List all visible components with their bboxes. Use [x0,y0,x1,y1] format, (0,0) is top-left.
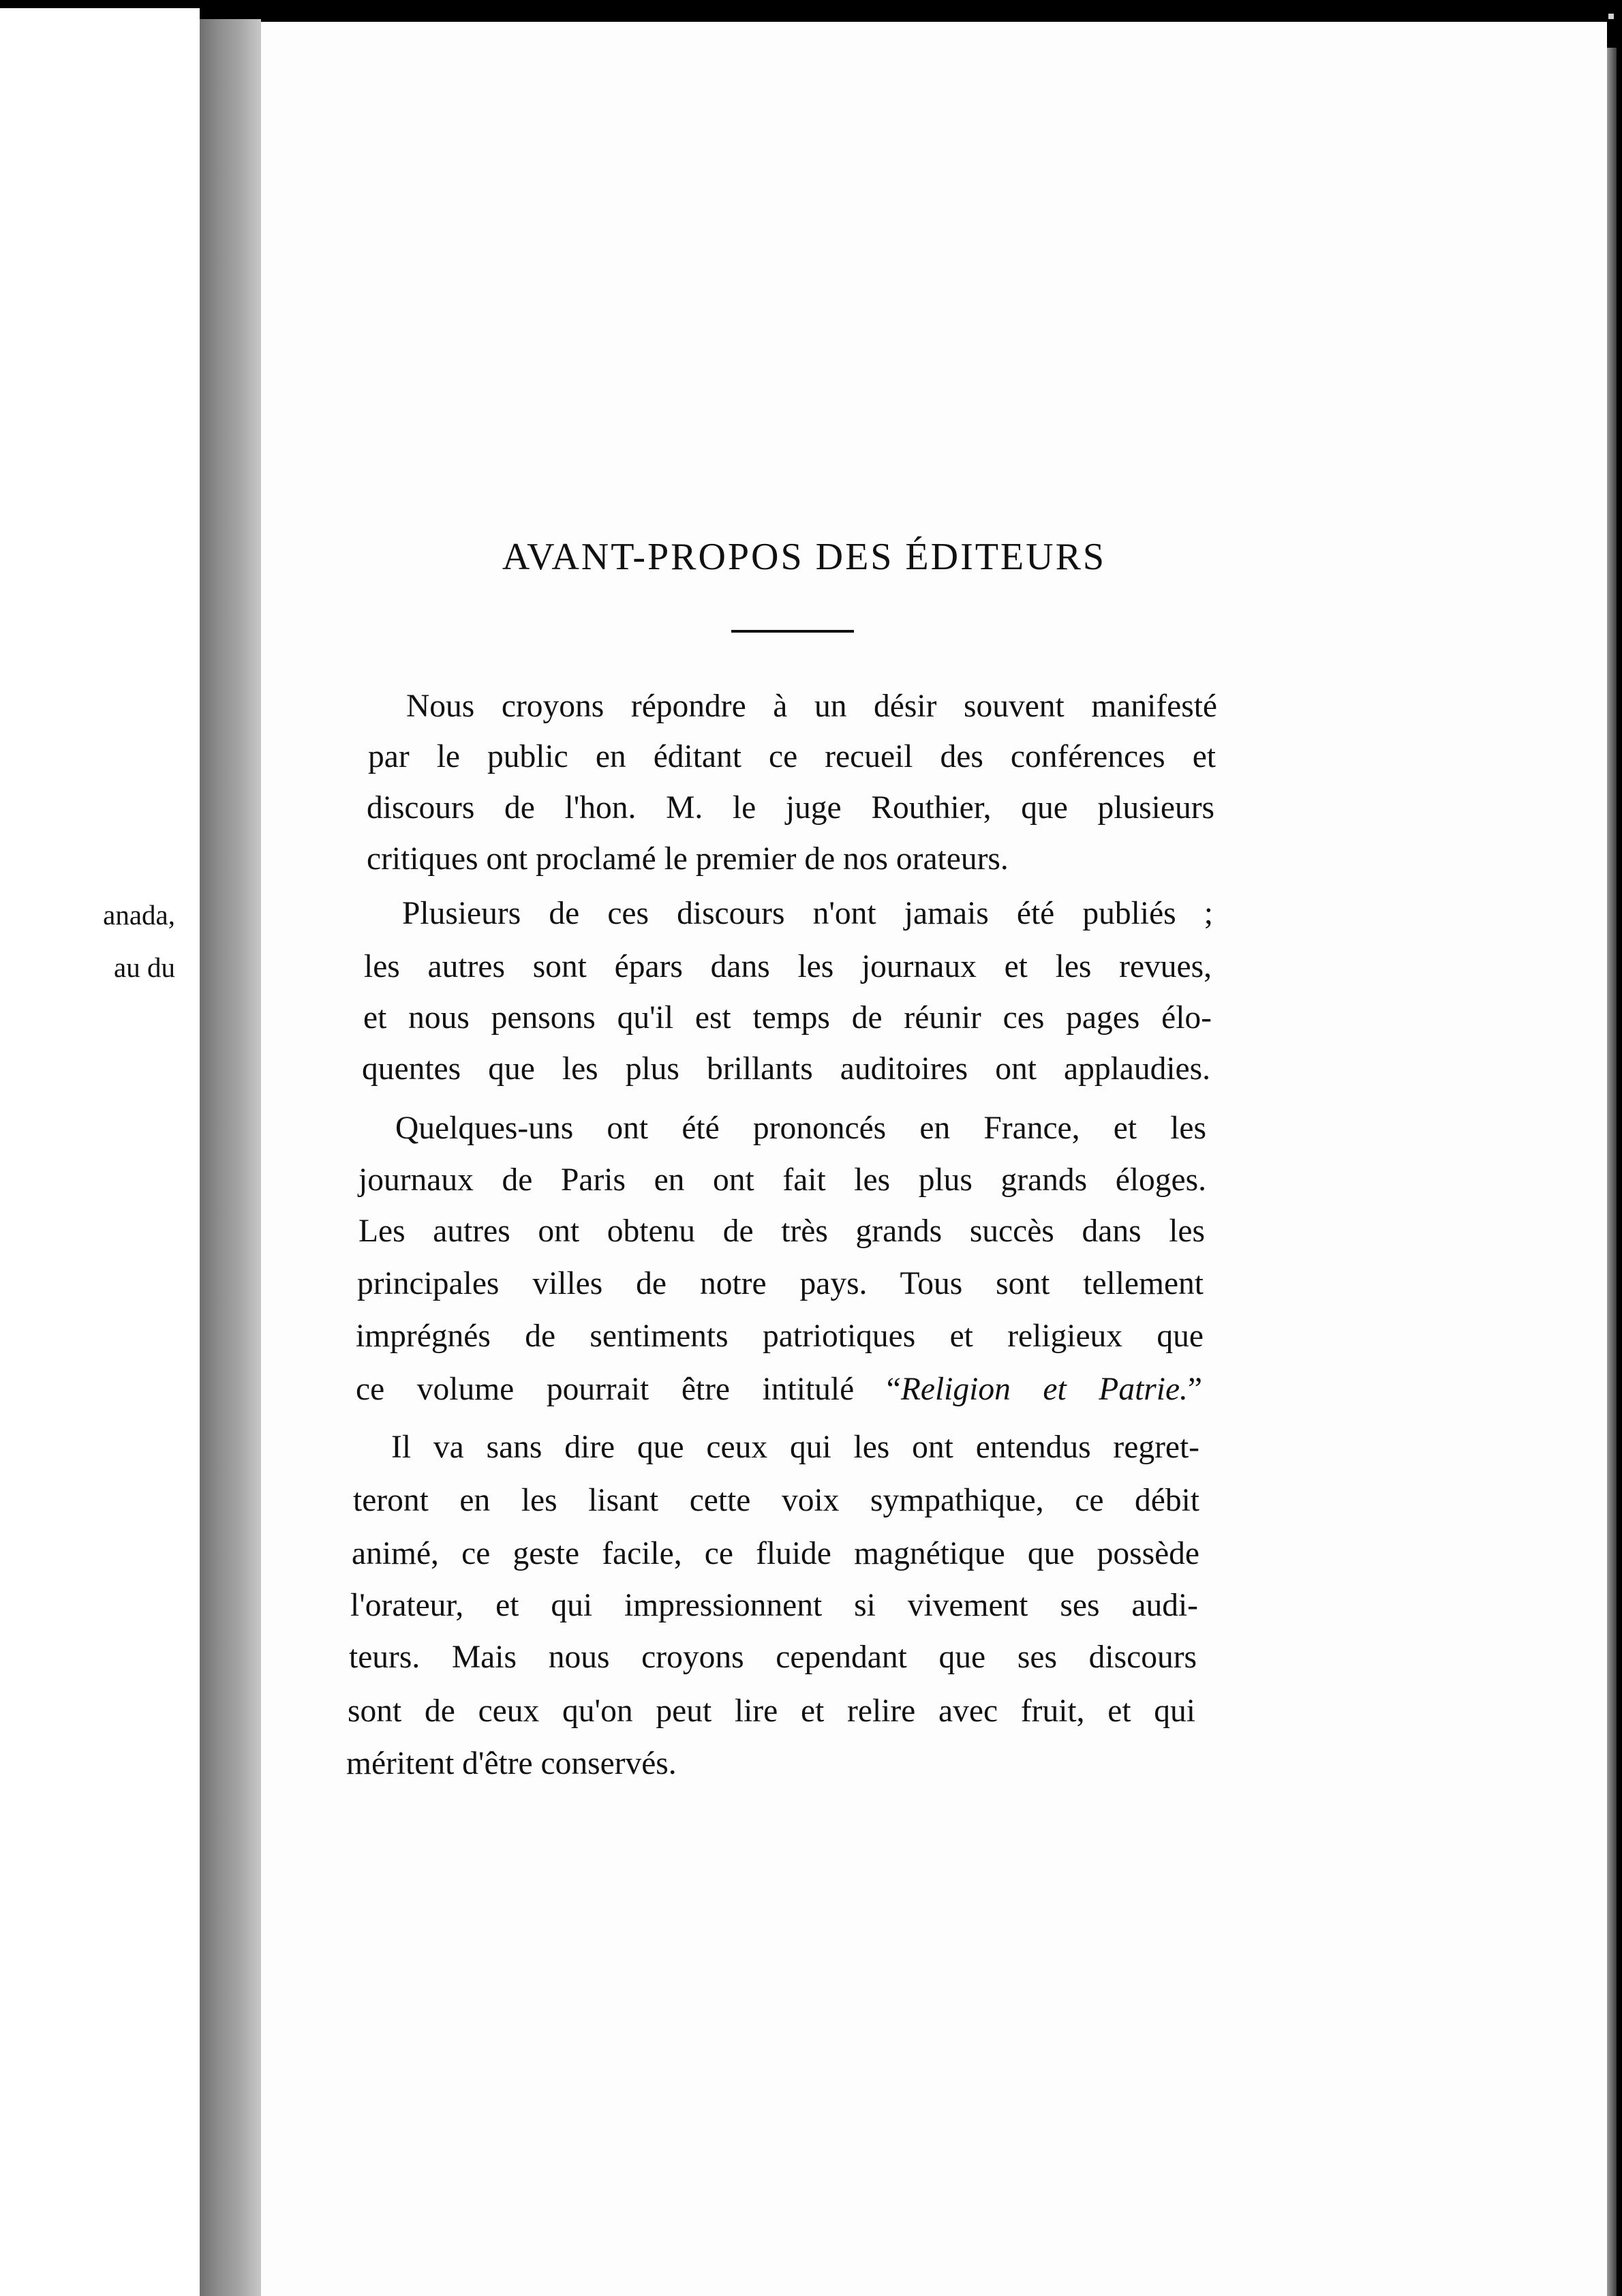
italic-title-phrase: Religion et Patrie. [900,1372,1188,1407]
right-page [261,22,1607,2296]
paragraph-3-last-line-prefix: ce volume pourrait être intitulé “ [356,1372,901,1407]
paragraph-4-line: l'orateur, et qui impressionnent si vivement ses audi- [350,1588,1198,1623]
paragraph-4-line: sont de ceux qu'on peut lire et relire avec fruit, et qui [348,1693,1195,1729]
paragraph-3-line: Quelques-uns ont été prononcés en France, et les [395,1111,1206,1146]
page-title: AVANT-PROPOS DES ÉDITEURS [502,536,1107,578]
page-edge [1607,48,1617,2296]
paragraph-3-last-line [356,1374,1202,1406]
scan-mark [1608,14,1614,19]
paragraph-1-line: Nous croyons répondre à un désir souvent manifesté [406,689,1217,724]
title-rule [731,630,854,633]
paragraph-1-line: par le public en éditant ce recueil des conférences et [368,739,1216,774]
left-page-text-line: au du [114,952,175,983]
book-gutter [200,19,261,2296]
paragraph-4-line: teront en les lisant cette voix sympathique, ce débit [353,1483,1199,1518]
paragraph-4-line: Il va sans dire que ceux qui les ont entendus regret- [391,1430,1199,1465]
paragraph-2-line: les autres sont épars dans les journaux et les revues, [364,949,1212,984]
paragraph-2-line: et nous pensons qu'il est temps de réunir ces pages élo- [363,1000,1212,1036]
paragraph-1-line: discours de l'hon. M. le juge Routhier, que plusieurs [367,790,1214,826]
paragraph-4-line: teurs. Mais nous croyons cependant que ses discours [349,1640,1197,1675]
paragraph-3-last-line-suffix: ” [1187,1372,1202,1407]
paragraph-2-line: Plusieurs de ces discours n'ont jamais été publiés ; [402,896,1213,931]
paragraph-1-line: critiques ont proclamé le premier de nos orateurs. [367,841,1009,877]
left-page-fragment [0,8,200,2296]
paragraph-4-line: méritent d'être conservés. [346,1746,677,1781]
paragraph-4-line: animé, ce geste facile, ce fluide magnétique que possède [352,1536,1199,1571]
paragraph-3-line: journaux de Paris en ont fait les plus grands éloges. [358,1162,1206,1198]
paragraph-2-line: quentes que les plus brillants auditoires ont applaudies. [362,1051,1210,1087]
paragraph-3-line: Les autres ont obtenu de très grands succès dans les [358,1213,1205,1249]
paragraph-3-line: principales villes de notre pays. Tous sont tellement [357,1266,1204,1301]
paragraph-3-line: imprégnés de sentiments patriotiques et religieux que [356,1318,1204,1354]
left-page-text-line: anada, [103,899,175,931]
